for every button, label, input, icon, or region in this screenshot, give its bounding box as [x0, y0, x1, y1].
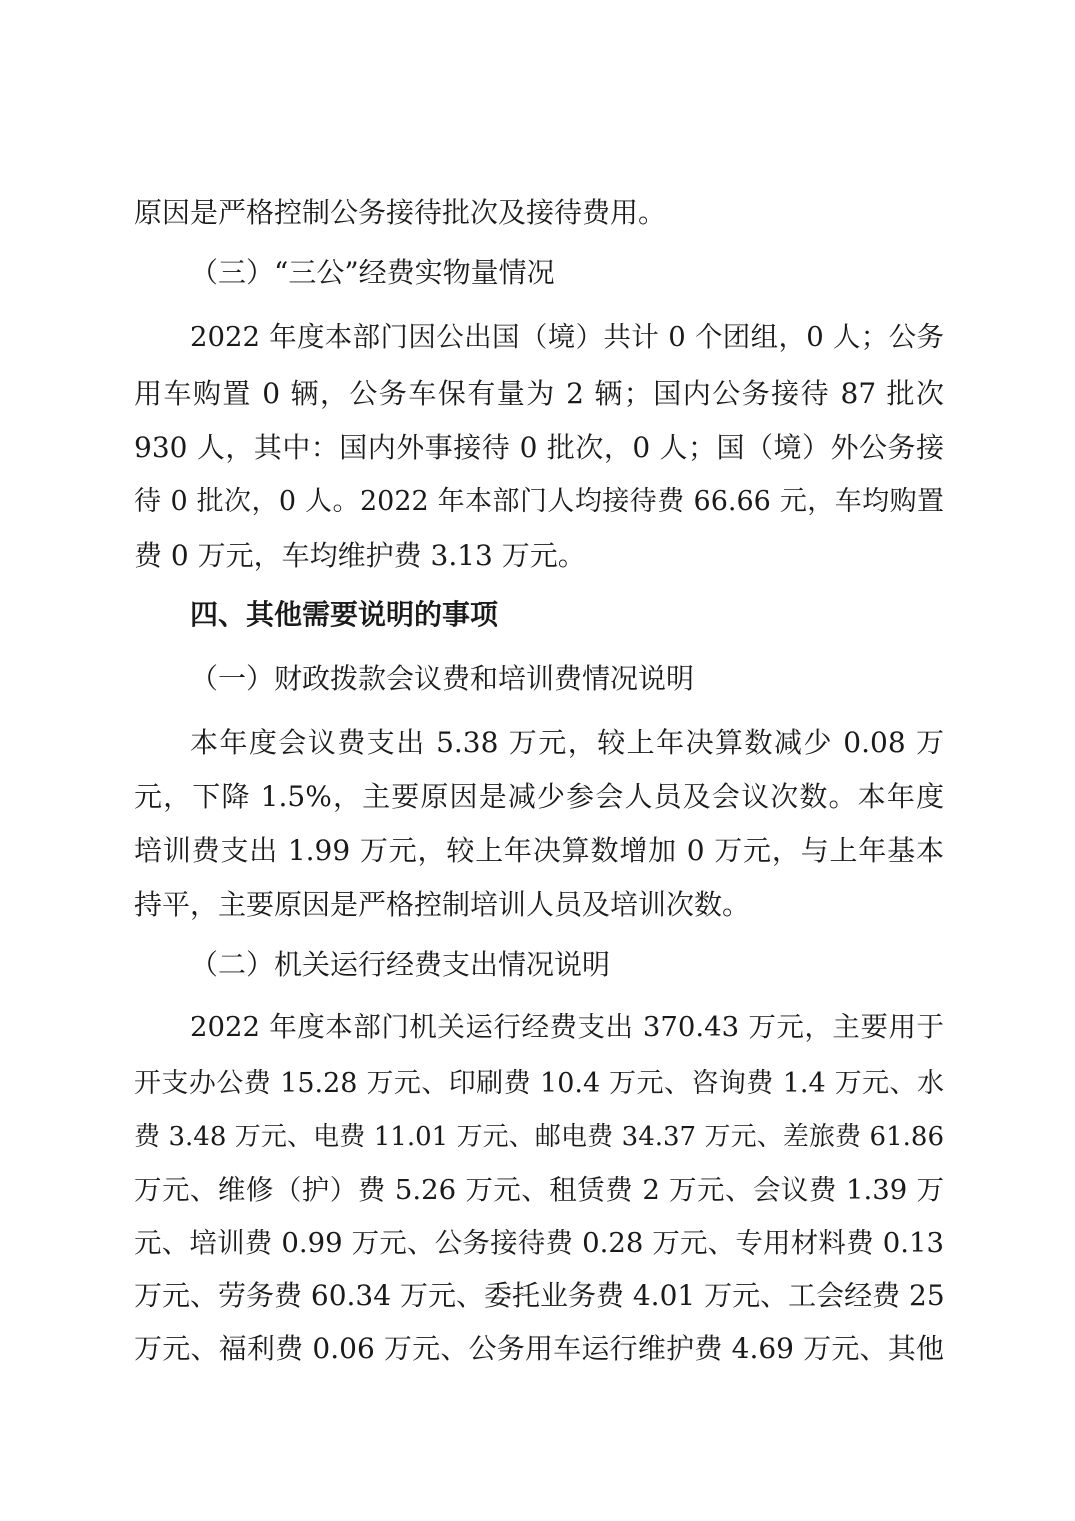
section-heading: 四、其他需要说明的事项: [190, 598, 499, 631]
paragraph-line: 待 0 批次，0 人。2022 年本部门人均接待费 66.66 元，车均购置: [134, 486, 944, 517]
paragraph-line: 费 0 万元，车均维护费 3.13 万元。: [134, 539, 586, 572]
paragraph-line: 开支办公费 15.28 万元、印刷费 10.4 万元、咨询费 1.4 万元、水: [134, 1068, 944, 1099]
paragraph-line: 2022 年度本部门因公出国（境）共计 0 个团组，0 人；公务: [190, 321, 944, 353]
paragraph-line: 2022 年度本部门机关运行经费支出 370.43 万元，主要用于: [190, 1011, 944, 1043]
paragraph-line: 原因是严格控制公务接待批次及接待费用。: [134, 196, 667, 229]
paragraph-line: 万元、福利费 0.06 万元、公务用车运行维护费 4.69 万元、其他: [134, 1332, 944, 1365]
paragraph-line: 持平，主要原因是严格控制培训人员及培训次数。: [134, 888, 751, 921]
section-subheading: （二）机关运行经费支出情况说明: [190, 948, 611, 981]
paragraph-line: 费 3.48 万元、电费 11.01 万元、邮电费 34.37 万元、差旅费 61.86: [134, 1122, 944, 1152]
paragraph-line: 万元、劳务费 60.34 万元、委托业务费 4.01 万元、工会经费 25: [134, 1279, 945, 1312]
section-subheading: （一）财政拨款会议费和培训费情况说明: [190, 662, 695, 695]
paragraph-line: 本年度会议费支出 5.38 万元，较上年决算数减少 0.08 万: [190, 726, 944, 759]
paragraph-line: 930 人，其中：国内外事接待 0 批次，0 人；国（境）外公务接: [134, 431, 944, 464]
section-subheading: （三）“三公”经费实物量情况: [190, 256, 555, 289]
paragraph-line: 元，下降 1.5%，主要原因是减少参会人员及会议次数。本年度: [134, 780, 944, 813]
paragraph-line: 元、培训费 0.99 万元、公务接待费 0.28 万元、专用材料费 0.13: [134, 1227, 944, 1259]
paragraph-line: 万元、维修（护）费 5.26 万元、租赁费 2 万元、会议费 1.39 万: [134, 1174, 944, 1206]
paragraph-line: 培训费支出 1.99 万元，较上年决算数增加 0 万元，与上年基本: [134, 834, 944, 867]
paragraph-line: 用车购置 0 辆，公务车保有量为 2 辆；国内公务接待 87 批次: [134, 377, 944, 410]
